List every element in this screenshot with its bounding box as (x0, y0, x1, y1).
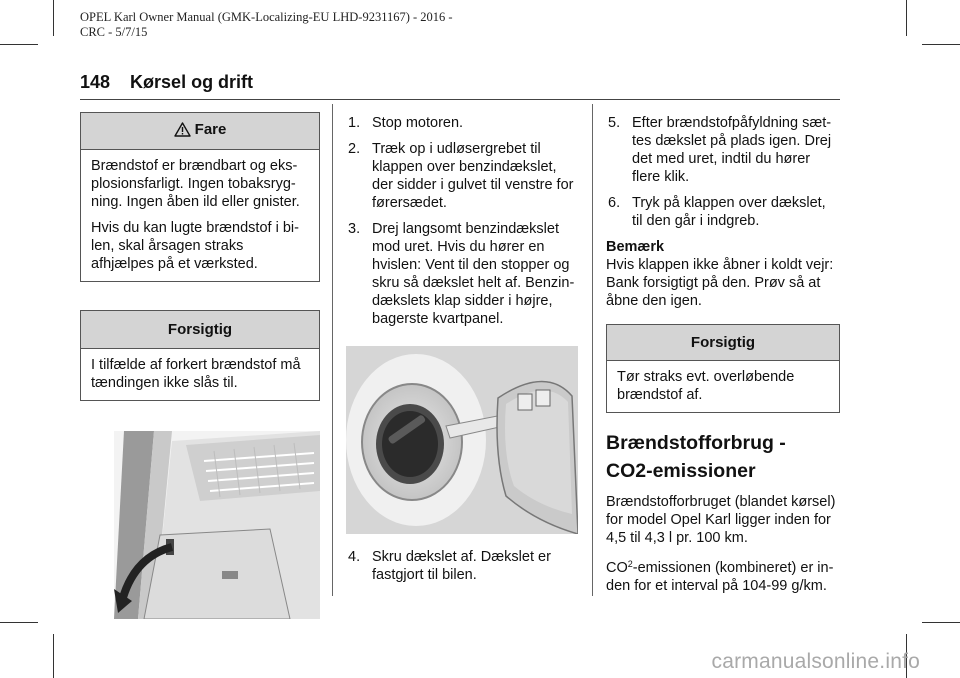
page-title: Kørsel og drift (130, 72, 254, 92)
crop-mark (53, 0, 54, 36)
step-number: 3. (348, 221, 361, 237)
emission-paragraph (606, 555, 840, 595)
column-divider (332, 104, 333, 596)
note-text: Hvis klappen ikke åbner i koldt vejr: Bank forsigtigt på den. Prøv så at åbne den igen. (606, 257, 834, 309)
list-item (346, 220, 578, 328)
watermark: carmanualsonline.info (711, 650, 920, 673)
document-header-line1: OPEL Karl Owner Manual (GMK-Localizing-EU LHD-9231167) - 2016 - (80, 10, 453, 24)
steps-list (346, 114, 578, 328)
caution-box (606, 324, 840, 413)
note-label: Bemærk (606, 239, 665, 255)
section-title (606, 431, 840, 483)
step-number: 2. (348, 141, 361, 157)
danger-box-label: Fare (194, 121, 227, 138)
step-number: 5. (608, 115, 621, 131)
column-middle (346, 114, 578, 592)
crop-mark (53, 634, 54, 678)
caution-box-text: I tilfælde af forkert brændstof må tændingen ikke slås til. (91, 357, 301, 391)
list-item (606, 114, 840, 186)
header-rule (80, 99, 840, 100)
document-header-line2: CRC - 5/7/15 (80, 25, 148, 39)
column-left (80, 112, 320, 619)
fuel-cap-illustration (346, 346, 578, 534)
fuel-release-lever-illustration (114, 431, 320, 619)
page-heading (80, 72, 253, 93)
crop-mark (0, 44, 38, 45)
emission-superscript: 2 (627, 559, 633, 569)
danger-box-header (81, 113, 319, 150)
crop-mark (0, 622, 38, 623)
page-number: 148 (80, 72, 111, 92)
emission-text-prefix: CO (606, 560, 628, 576)
crop-mark (922, 44, 960, 45)
column-right (606, 114, 840, 603)
list-item (346, 140, 578, 212)
danger-box (80, 112, 320, 282)
step-text: Drej langsomt benzindækslet mod uret. Hvis du hører en hvislen: Vent til den stopper og skru så dækslet helt af. Benzin-dækslets klap sidder i højre, bagerste kvartpanel. (372, 221, 575, 327)
steps-list (606, 114, 840, 230)
step-text: Træk op i udløsergrebet til klappen over benzindækslet, der sidder i gulvet til venstre for førersædet. (372, 141, 574, 211)
caution-box-body (81, 349, 319, 400)
section-title-line: CO2-emissioner (606, 460, 756, 482)
step-number: 1. (348, 115, 361, 131)
list-item (606, 194, 840, 230)
consumption-paragraph: Brændstofforbruget (blandet kørsel) for model Opel Karl ligger inden for 4,5 til 4,3 l pr. 100 km. (606, 494, 836, 546)
step-number: 6. (608, 195, 621, 211)
caution-box-text: Tør straks evt. overløbende brændstof af. (617, 369, 795, 403)
warning-triangle-icon (174, 122, 191, 142)
document-header (80, 10, 453, 40)
emission-text: -emissionen (kombineret) er in-den for et interval på 104-99 g/km. (606, 560, 834, 594)
caution-box-header: Forsigtig (81, 311, 319, 349)
caution-box (80, 310, 320, 401)
step-text: Skru dækslet af. Dækslet er fastgjort til bilen. (372, 549, 551, 583)
caution-box-header: Forsigtig (607, 325, 839, 361)
list-item (346, 114, 578, 132)
danger-box-body (81, 150, 319, 281)
section-title-line: Brændstofforbrug - (606, 432, 786, 454)
step-text: Stop motoren. (372, 115, 464, 131)
step-text: Efter brændstofpåfyldning sæt-tes dækslet på plads igen. Drej det med uret, indtil du hører flere klik. (632, 115, 832, 185)
crop-mark (922, 622, 960, 623)
step-text: Tryk på klappen over dækslet, til den går i indgreb. (632, 195, 826, 229)
danger-box-text: Brændstof er brændbart og eks-plosionsfarligt. Ingen tobaksryg-ning. Ingen åben ild eller gnister. (91, 158, 300, 210)
caution-box-body (607, 361, 839, 412)
step-number: 4. (348, 549, 361, 565)
list-item (346, 548, 578, 584)
danger-box-text: Hvis du kan lugte brændstof i bi-len, skal årsagen straks afhjælpes på et værksted. (91, 220, 299, 272)
column-divider (592, 104, 593, 596)
steps-list (346, 548, 578, 584)
crop-mark (906, 0, 907, 36)
